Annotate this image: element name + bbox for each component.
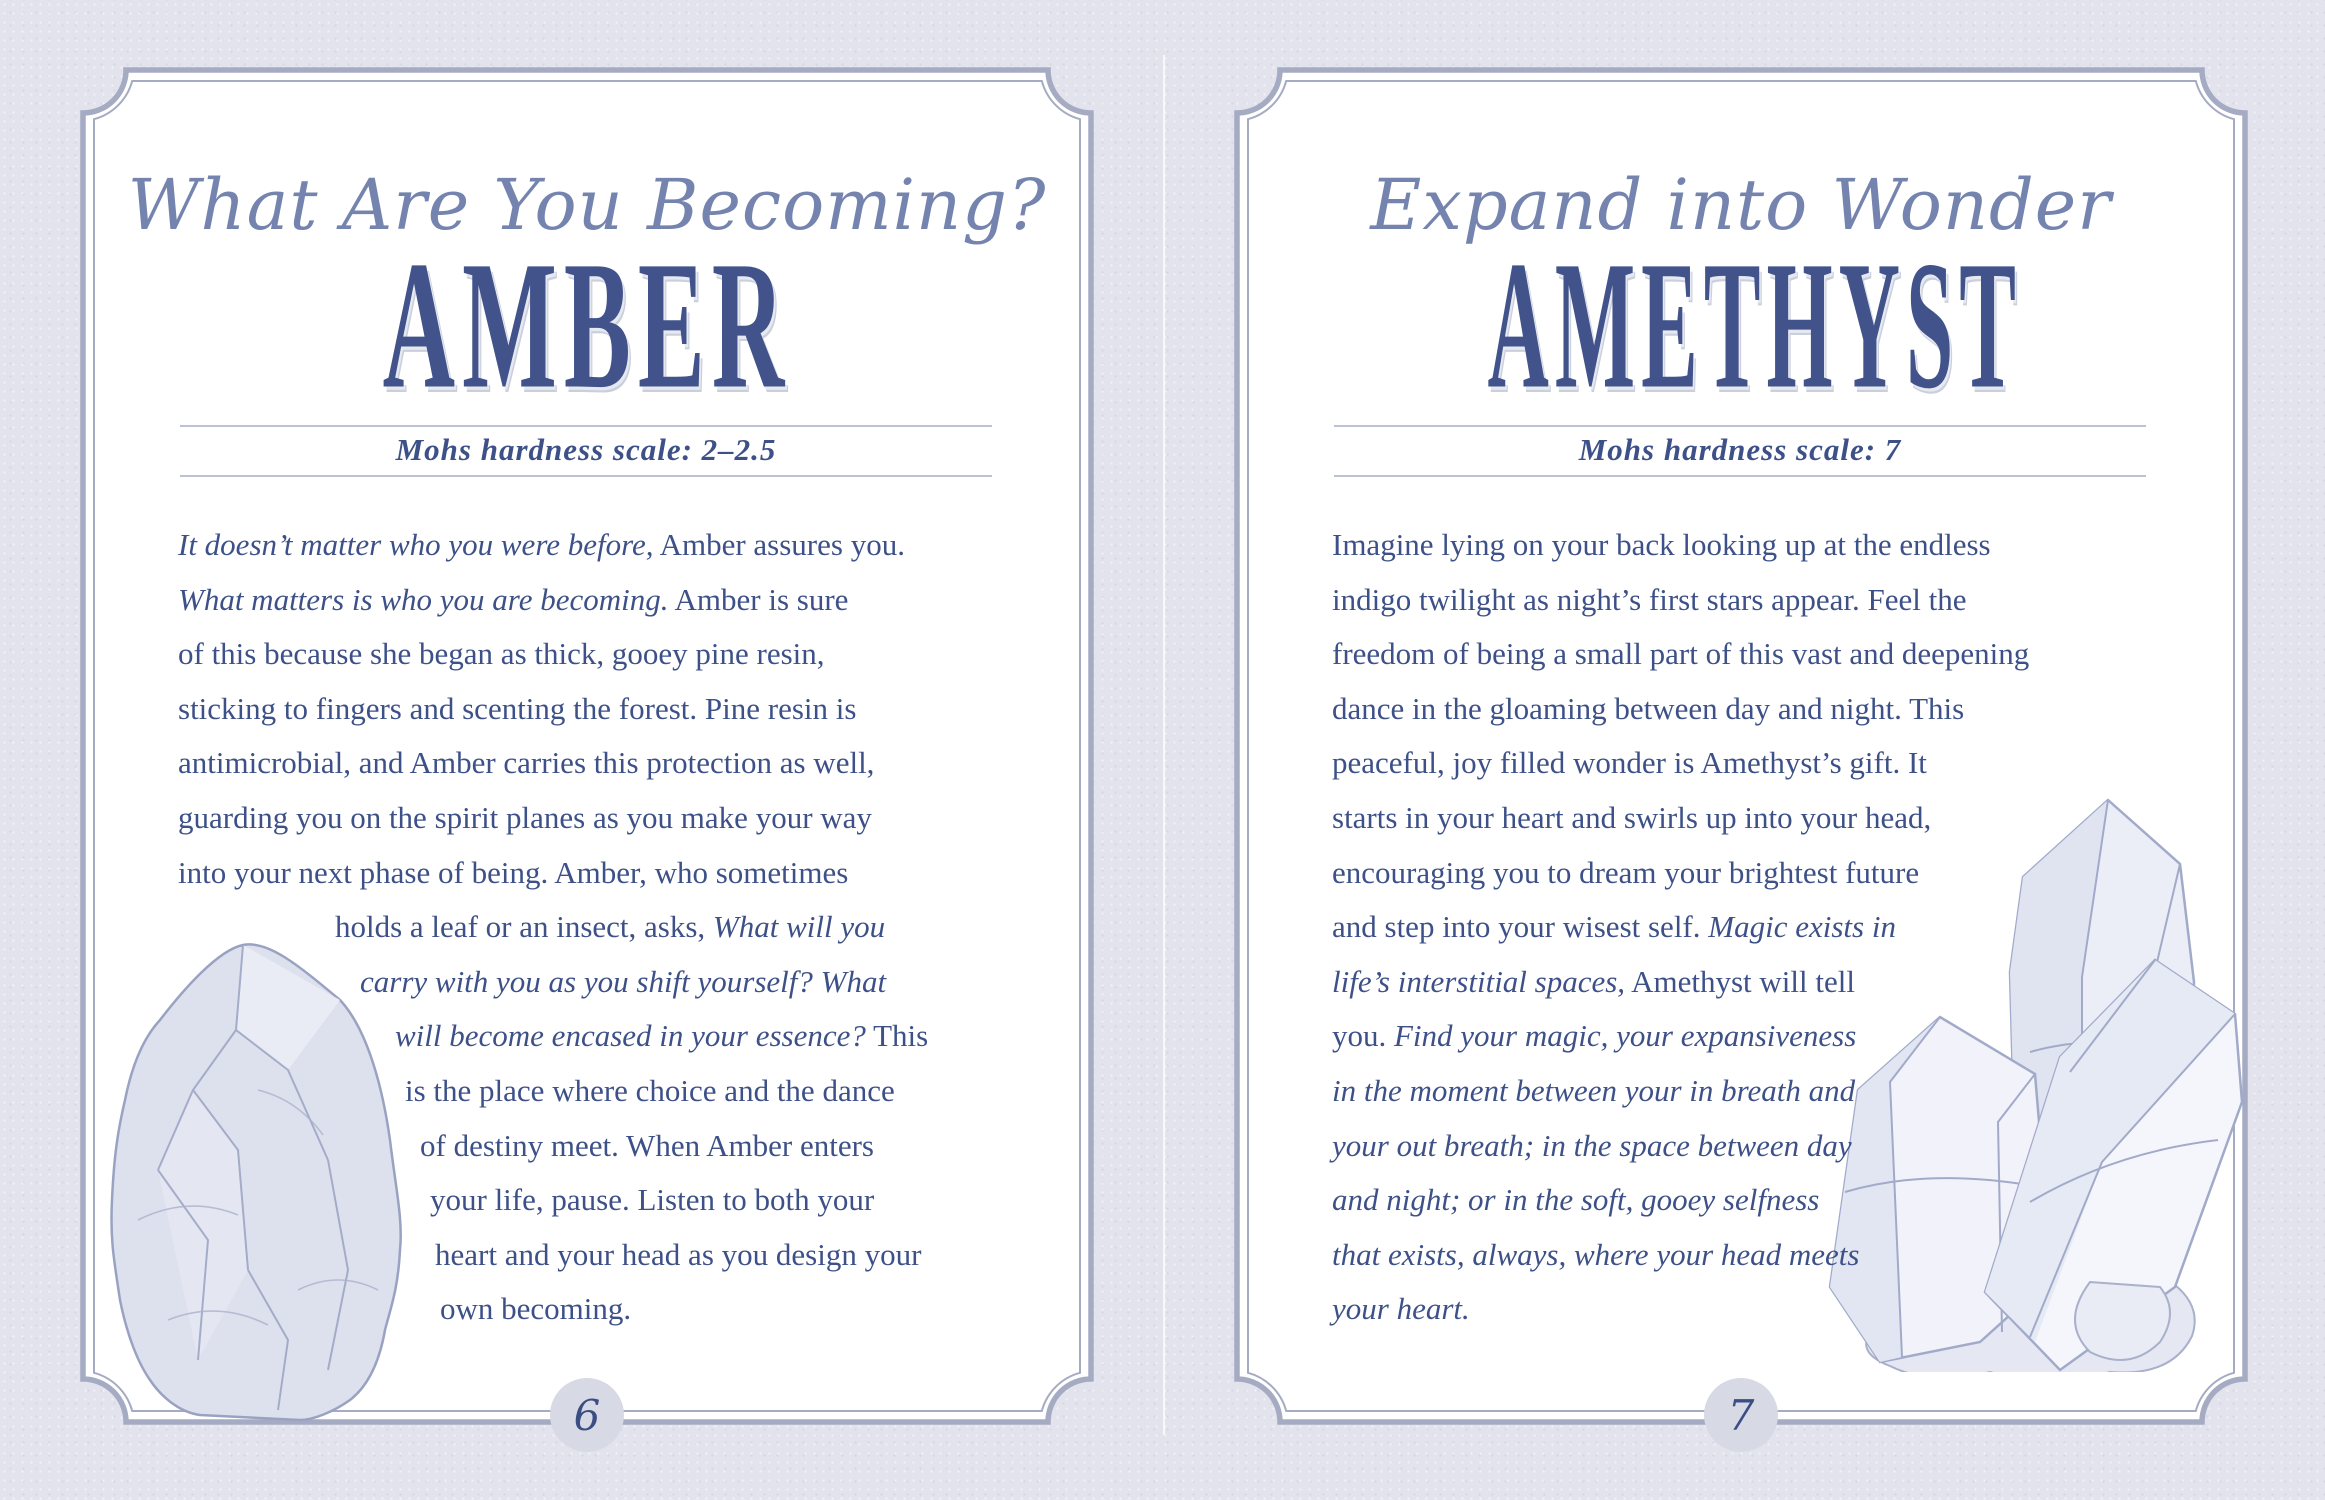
- body-line: peaceful, joy filled wonder is Amethyst’s gift. It: [1332, 745, 1927, 781]
- body-line: that exists, always, where your head meets: [1332, 1236, 1860, 1272]
- body-line: carry with you as you shift yourself? What: [360, 963, 887, 999]
- body-line: starts in your heart and swirls up into your head,: [1332, 799, 1932, 835]
- page-number-badge: [550, 1378, 624, 1452]
- body-line: your out breath; in the space between day: [1332, 1127, 1852, 1163]
- body-line: is the place where choice and the dance: [405, 1072, 895, 1108]
- body-line: guarding you on the spirit planes as you make your way: [178, 799, 872, 835]
- body-line: antimicrobial, and Amber carries this protection as well,: [178, 745, 875, 781]
- right-script-title: Expand into Wonder: [1370, 164, 2112, 246]
- body-line: holds a leaf or an insect, asks, What will you: [335, 909, 886, 945]
- left-mohs-block: [180, 425, 992, 477]
- left-mohs-label: Mohs hardness scale: 2–2.5: [395, 432, 777, 467]
- left-main-title: AMBER: [382, 223, 792, 427]
- page-number: 6: [573, 1390, 601, 1440]
- body-line: indigo twilight as night’s first stars appear. Feel the: [1332, 581, 1967, 617]
- body-line: your life, pause. Listen to both your: [430, 1182, 875, 1218]
- body-line: you. Find your magic, your expansiveness: [1332, 1018, 1857, 1054]
- right-mohs-block: [1334, 425, 2146, 477]
- body-line: and step into your wisest self. Magic exists in: [1332, 909, 1896, 945]
- body-line: will become encased in your essence? This: [395, 1018, 929, 1054]
- body-line: of destiny meet. When Amber enters: [420, 1127, 874, 1163]
- left-body-text: [178, 518, 1004, 1337]
- body-line: It doesn’t matter who you were before, Amber assures you.: [178, 527, 905, 562]
- body-line: your heart.: [1332, 1291, 1470, 1327]
- body-line: sticking to fingers and scenting the forest. Pine resin is: [178, 690, 857, 726]
- body-line: into your next phase of being. Amber, who sometimes: [178, 854, 849, 890]
- body-line: encouraging you to dream your brightest future: [1332, 854, 1920, 890]
- gutter-seam: [1163, 55, 1165, 1435]
- right-main-title: AMETHYST: [1487, 223, 2022, 427]
- body-line: dance in the gloaming between day and night. This: [1332, 690, 1965, 726]
- right-page: [1234, 67, 2248, 1440]
- left-script-title: What Are You Becoming?: [127, 164, 1047, 246]
- right-mohs-label: Mohs hardness scale: 7: [1578, 432, 1902, 467]
- body-line: and night; or in the soft, gooey selfness: [1332, 1182, 1820, 1218]
- right-body-text: [1332, 518, 2158, 1337]
- body-line: heart and your head as you design your: [435, 1236, 922, 1272]
- right-page-content: [1234, 67, 2248, 1425]
- left-page-content: [80, 67, 1094, 1425]
- body-line: of this because she began as thick, gooey pine resin,: [178, 636, 825, 672]
- body-line: freedom of being a small part of this vast and deepening: [1332, 636, 2030, 672]
- body-line: in the moment between your in breath and: [1332, 1072, 1856, 1108]
- left-page: [80, 67, 1094, 1440]
- body-line: life’s interstitial spaces, Amethyst will tell: [1332, 963, 1855, 999]
- body-line: Imagine lying on your back looking up at the endless: [1332, 527, 1991, 562]
- page-number-badge: [1704, 1378, 1778, 1452]
- body-line: own becoming.: [440, 1291, 632, 1327]
- body-line: What matters is who you are becoming. Amber is sure: [178, 581, 849, 617]
- page-number: 7: [1727, 1390, 1755, 1440]
